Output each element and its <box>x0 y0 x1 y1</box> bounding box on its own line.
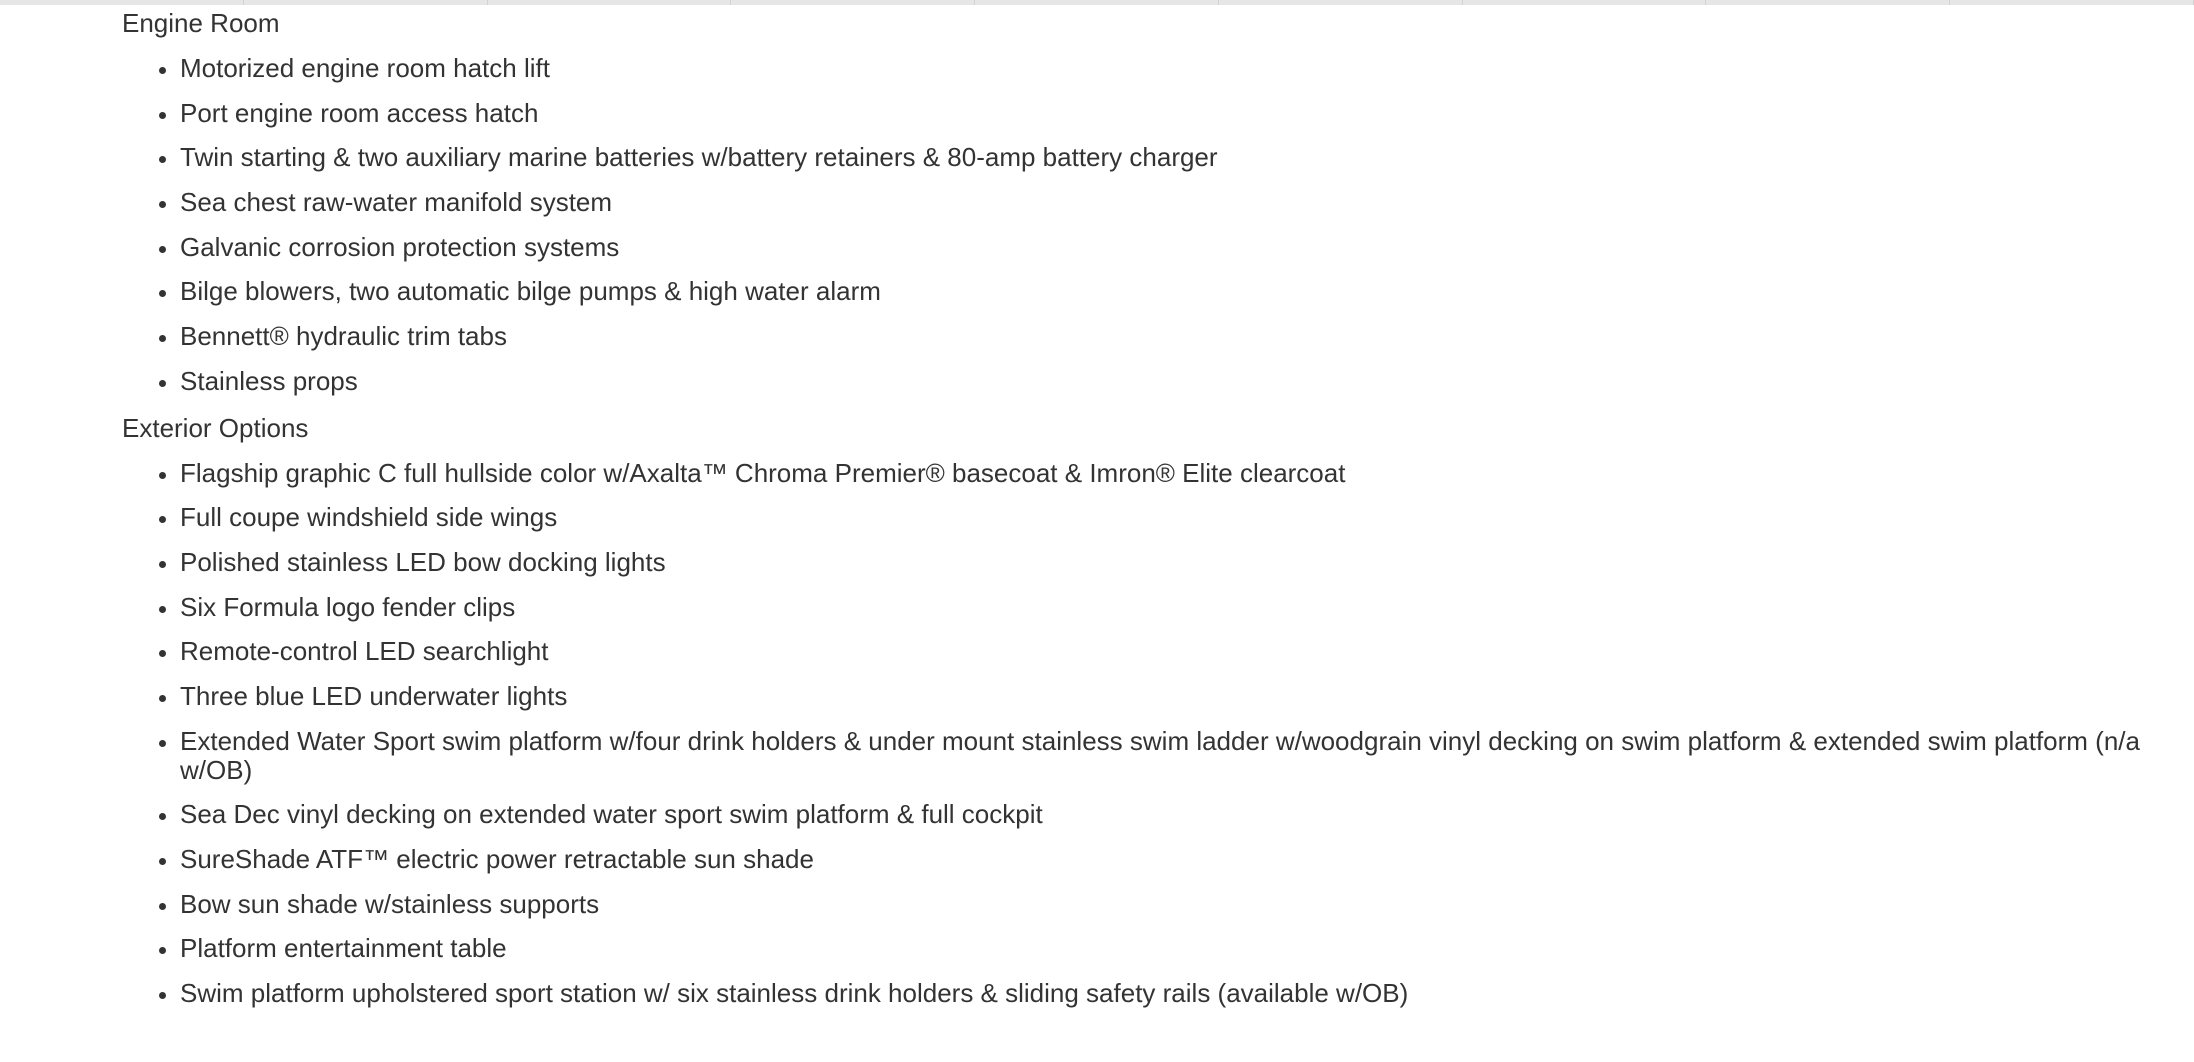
tab-strip-segment <box>488 0 732 5</box>
list-item: • Swim platform upholstered sport station w/ six stainless drink holders & sliding safety rails (available w/OB) <box>179 979 2162 1008</box>
tab-strip-segment <box>975 0 1219 5</box>
engine-room-list <box>122 54 2162 396</box>
section-title-engine-room: Engine Room <box>122 8 280 38</box>
list-item: • Extended Water Sport swim platform w/four drink holders & under mount stainless swim ladder w/woodgrain vinyl decking on swim platform & extended swim platform (n/a w/OB) <box>179 727 2162 785</box>
exterior-options-list <box>122 459 2162 1009</box>
tab-strip-segment <box>1706 0 1950 5</box>
list-item: • Polished stainless LED bow docking lights <box>179 548 2162 577</box>
list-item: • Port engine room access hatch <box>179 99 2162 128</box>
tab-strip-segment <box>0 0 244 5</box>
tab-strip-segment <box>731 0 975 5</box>
list-item: • Full coupe windshield side wings <box>179 503 2162 532</box>
list-item: • SureShade ATF™ electric power retractable sun shade <box>179 845 2162 874</box>
list-item: • Bennett® hydraulic trim tabs <box>179 322 2162 351</box>
tab-strip-segment <box>1950 0 2194 5</box>
tab-strip-segment <box>244 0 488 5</box>
list-item: • Motorized engine room hatch lift <box>179 54 2162 83</box>
list-item: • Stainless props <box>179 367 2162 396</box>
list-item: • Sea chest raw-water manifold system <box>179 188 2162 217</box>
list-item: • Sea Dec vinyl decking on extended water sport swim platform & full cockpit <box>179 800 2162 829</box>
list-item: • Galvanic corrosion protection systems <box>179 233 2162 262</box>
list-item: • Bow sun shade w/stainless supports <box>179 890 2162 919</box>
tab-strip-segment <box>1219 0 1463 5</box>
list-item: • Twin starting & two auxiliary marine batteries w/battery retainers & 80-amp battery charger <box>179 143 2162 172</box>
specifications-content <box>122 6 2162 1024</box>
list-item: • Three blue LED underwater lights <box>179 682 2162 711</box>
tab-strip-segment <box>1463 0 1707 5</box>
list-item: • Flagship graphic C full hullside color w/Axalta™ Chroma Premier® basecoat & Imron® Elite clearcoat <box>179 459 2162 488</box>
list-item: • Bilge blowers, two automatic bilge pumps & high water alarm <box>179 277 2162 306</box>
list-item: • Remote-control LED searchlight <box>179 637 2162 666</box>
list-item: • Platform entertainment table <box>179 934 2162 963</box>
list-item: • Six Formula logo fender clips <box>179 593 2162 622</box>
top-tab-strip <box>0 0 2194 5</box>
section-title-exterior-options: Exterior Options <box>122 412 309 443</box>
